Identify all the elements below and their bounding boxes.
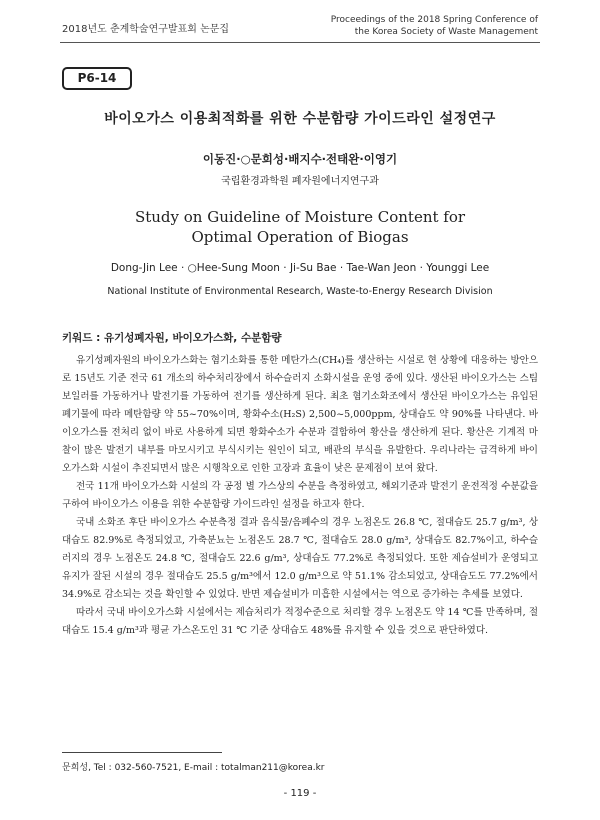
english-title <box>0 207 600 247</box>
running-header-right-line1: Proceedings of the 2018 Spring Conference of <box>330 15 538 25</box>
english-title-line2: Optimal Operation of Biogas <box>191 228 409 246</box>
korean-title: 바이오가스 이용최적화를 위한 수분함량 가이드라인 설정연구 <box>104 111 496 127</box>
english-title-line1: Study on Guideline of Moisture Content for <box>134 208 466 226</box>
running-header-right-line2: the Korea Society of Waste Management <box>354 27 538 37</box>
footnote-rule <box>62 752 222 753</box>
keywords: 키워드 : 유기성폐자원, 바이오가스화, 수분함량 <box>62 332 282 344</box>
korean-affiliation: 국립환경과학원 폐자원에너지연구과 <box>221 176 379 187</box>
paragraph-3: 국내 소화조 후단 바이오가스 수분측정 결과 음식물/음폐수의 경우 노점온도 26.8 ℃, 절대습도 25.7 g/m³, 상대습도 82.9%로 측정되었고, 가축분뇨는 노점온도 28.7 ℃, 절대습도 28.0 g/m³, 상대습도 82.7%이고, 하수슬러지의 경우 노점온도 24.8 ℃, 절대습도 22.6 g/m³, 상대습도 77.2%로 측정되었다. 또한 제습설비가 운영되고 유지가 잘된 시설의 경우 절대습도 25.5 g/m³에서 12.0 g/m³으로 약 51.1% 감소되었고, 상대습도도 77.2%에서 34.9%로 감소되는 것을 확인할 수 있었다. 반면 제습설비가 미흡한 시설에서는 역으로 증가하는 추세를 보였다. <box>62 517 538 600</box>
abstract-body <box>62 352 538 640</box>
paragraph-1: 유기성폐자원의 바이오가스화는 혐기소화를 통한 메탄가스(CH₄)를 생산하는 시설로 현 상황에 대응하는 방안으로 15년도 기준 전국 61 개소의 하수처리장에서 하수슬러지 소화시설을 운영 중에 있다. 생산된 바이오가스는 스팀보일러를 가동하거나 발전기를 가동하여 전기를 생산하게 된다. 최초 혐기소화조에서 생산된 바이오가스는 유입된 폐기물에 따라 메탄함량 약 55~70%이며, 황화수소(H₂S) 2,500~5,000ppm, 상대습도 약 90%를 나타낸다. 바이오가스를 전처리 없이 바로 사용하게 되면 황화수소가 수분과 결합하여 황산을 생산하게 된다. 황산은 기계적 마찰이 많은 발전기 내부를 마모시키고 부식시키는 원인이 되고, 배관의 부식을 유발한다. 우리나라는 급격하게 바이오가스화 시설이 추진되면서 많은 시행착오로 인한 고장과 효율이 낮은 문제점이 보여 왔다. <box>62 355 538 474</box>
paragraph-2: 전국 11개 바이오가스화 시설의 각 공정 별 가스상의 수분을 측정하였고, 해외기준과 발전기 운전적정 수분값을 구하여 바이오가스 이용을 위한 수분함량 가이드라인 설정을 하고자 한다. <box>62 481 538 510</box>
korean-authors: 이동진·○문희성·배지수·전태완·이영기 <box>202 152 398 166</box>
paper-id-badge: P6-14 <box>62 67 132 90</box>
footnote-contact: 문희성, Tel : 032-560-7521, E-mail : totalman211@korea.kr <box>62 763 325 773</box>
page-number: - 119 - <box>283 788 317 799</box>
header-rule <box>60 42 540 43</box>
paragraph-4: 따라서 국내 바이오가스화 시설에서는 제습처리가 적정수준으로 처리할 경우 노점온도 약 14 ℃를 만족하며, 절대습도 15.4 g/m³과 평균 가스온도인 31 ℃ 기준 상대습도 48%를 유지할 수 있을 것으로 판단하였다. <box>62 607 538 636</box>
english-affiliation: National Institute of Environmental Research, Waste-to-Energy Research Division <box>107 286 493 297</box>
english-authors: Dong-Jin Lee · ○Hee-Sung Moon · Ji-Su Bae · Tae-Wan Jeon · Younggi Lee <box>110 262 490 274</box>
running-header-left: 2018년도 춘계학술연구발표회 논문집 <box>62 24 230 35</box>
running-header-right <box>331 14 538 38</box>
